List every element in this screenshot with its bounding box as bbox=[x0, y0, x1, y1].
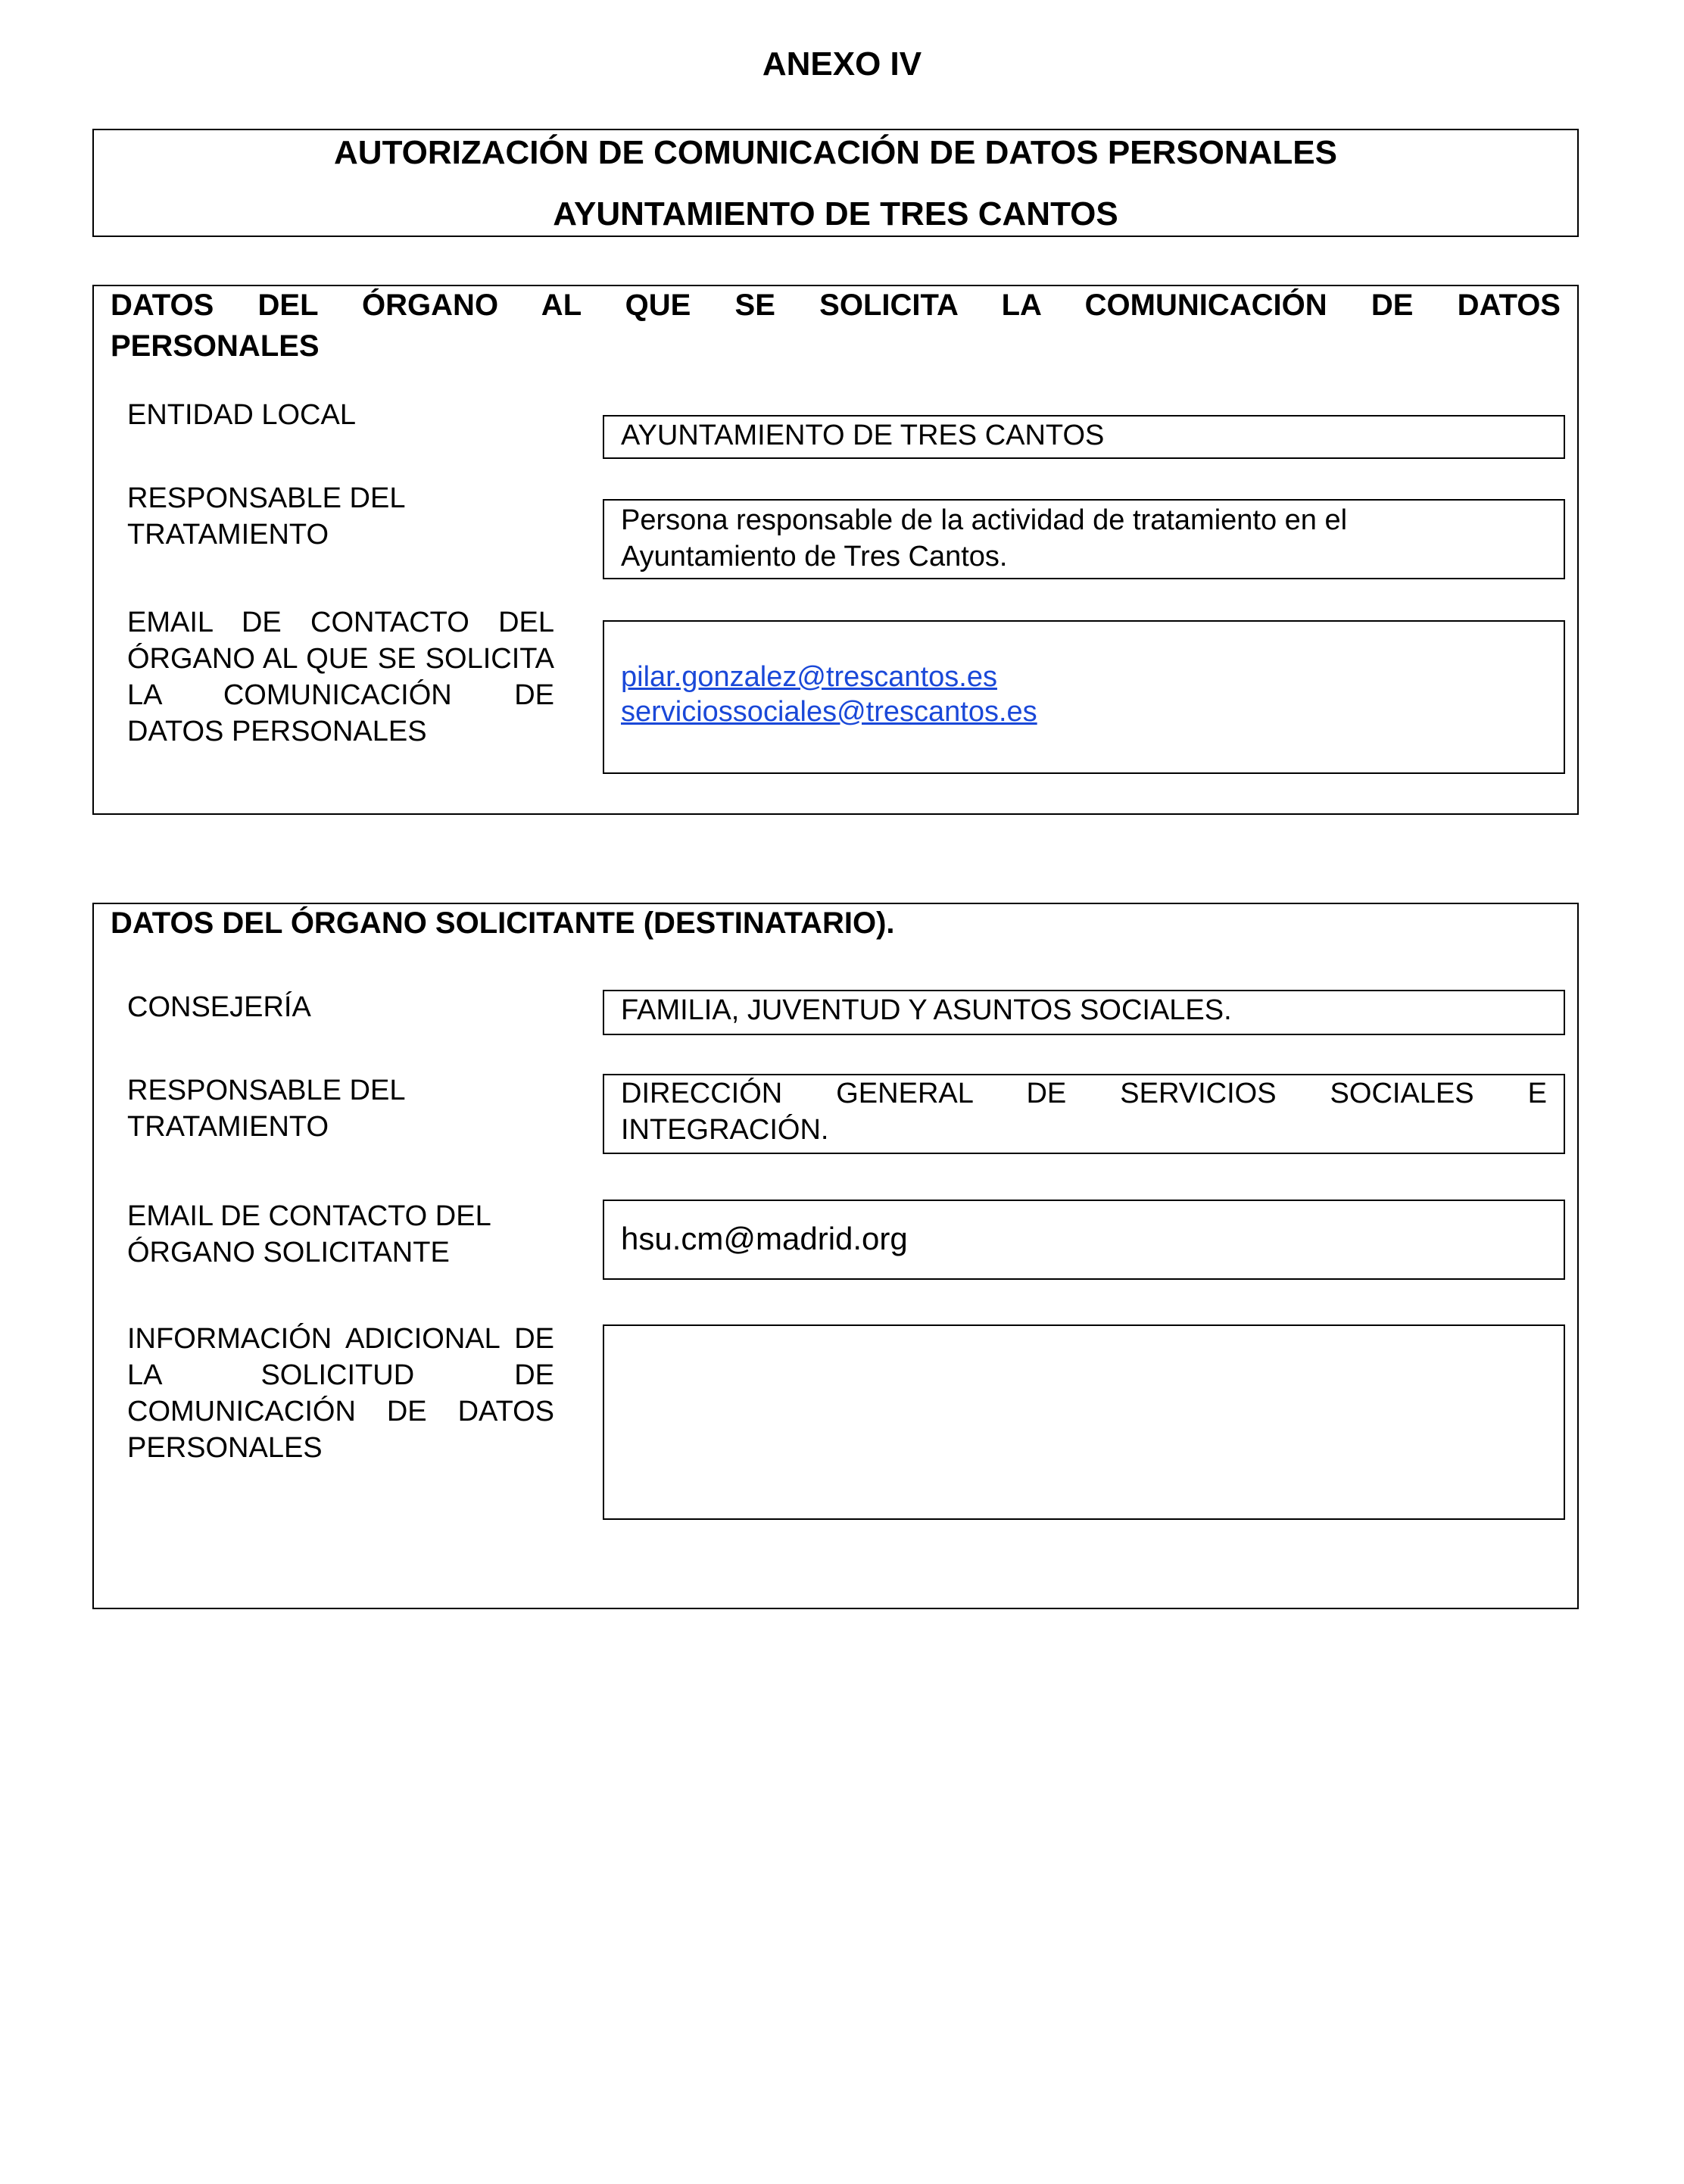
section-title: DATOS DEL ÓRGANO SOLICITANTE (DESTINATARIO). bbox=[111, 906, 895, 940]
responsable-solicitante-label: RESPONSABLE DEL TRATAMIENTO bbox=[127, 1075, 406, 1143]
entidad-local-label: ENTIDAD LOCAL bbox=[127, 399, 356, 431]
responsable-solicitante-value-line: DIRECCIÓN GENERAL DE SERVICIOS SOCIALES E bbox=[621, 1078, 1547, 1109]
email-link-servicios-sociales[interactable]: serviciossociales@trescantos.es bbox=[621, 696, 1037, 728]
informacion-adicional-field[interactable] bbox=[603, 1324, 1565, 1520]
section-organo-solicitante bbox=[92, 903, 1579, 1609]
email-contacto-label: EMAIL DE CONTACTO DEL ÓRGANO AL QUE SE SOLICITA LA COMUNICACIÓN DE DATOS PERSONALES bbox=[127, 607, 554, 747]
responsable-solicitante-value-line: INTEGRACIÓN. bbox=[621, 1114, 829, 1146]
responsable-field[interactable] bbox=[603, 499, 1565, 579]
consejeria-label: CONSEJERÍA bbox=[127, 991, 311, 1023]
entidad-local-value: AYUNTAMIENTO DE TRES CANTOS bbox=[621, 420, 1105, 451]
form-subtitle: AYUNTAMIENTO DE TRES CANTOS bbox=[553, 195, 1118, 232]
annex-title: ANEXO IV bbox=[762, 45, 922, 83]
section-organo-destino bbox=[92, 285, 1579, 815]
consejeria-value: FAMILIA, JUVENTUD Y ASUNTOS SOCIALES. bbox=[621, 994, 1232, 1026]
responsable-label: RESPONSABLE DEL TRATAMIENTO bbox=[127, 482, 406, 551]
form-header bbox=[92, 129, 1579, 237]
section-title-line: DATOS DEL ÓRGANO AL QUE SE SOLICITA LA COMUNICACIÓN DE DATOS bbox=[111, 289, 1561, 322]
email-solicitante-value: hsu.cm@madrid.org bbox=[621, 1221, 908, 1256]
section-title bbox=[111, 285, 1561, 367]
entidad-local-field[interactable] bbox=[603, 415, 1565, 459]
email-contacto-field[interactable] bbox=[603, 620, 1565, 774]
informacion-adicional-label: INFORMACIÓN ADICIONAL DE LA SOLICITUD DE COMUNICACIÓN DE DATOS PERSONALES bbox=[127, 1323, 554, 1464]
form-title: AUTORIZACIÓN DE COMUNICACIÓN DE DATOS PERSONALES bbox=[334, 134, 1337, 171]
email-link-pilar[interactable]: pilar.gonzalez@trescantos.es bbox=[621, 661, 997, 693]
consejeria-field[interactable] bbox=[603, 990, 1565, 1035]
email-solicitante-label: EMAIL DE CONTACTO DEL ÓRGANO SOLICITANTE bbox=[127, 1200, 491, 1268]
section-title-line: PERSONALES bbox=[111, 329, 320, 363]
responsable-value-line: Ayuntamiento de Tres Cantos. bbox=[621, 541, 1008, 573]
responsable-value-line: Persona responsable de la actividad de tratamiento en el bbox=[621, 504, 1348, 536]
responsable-solicitante-field[interactable] bbox=[603, 1074, 1565, 1154]
email-solicitante-field[interactable] bbox=[603, 1200, 1565, 1280]
